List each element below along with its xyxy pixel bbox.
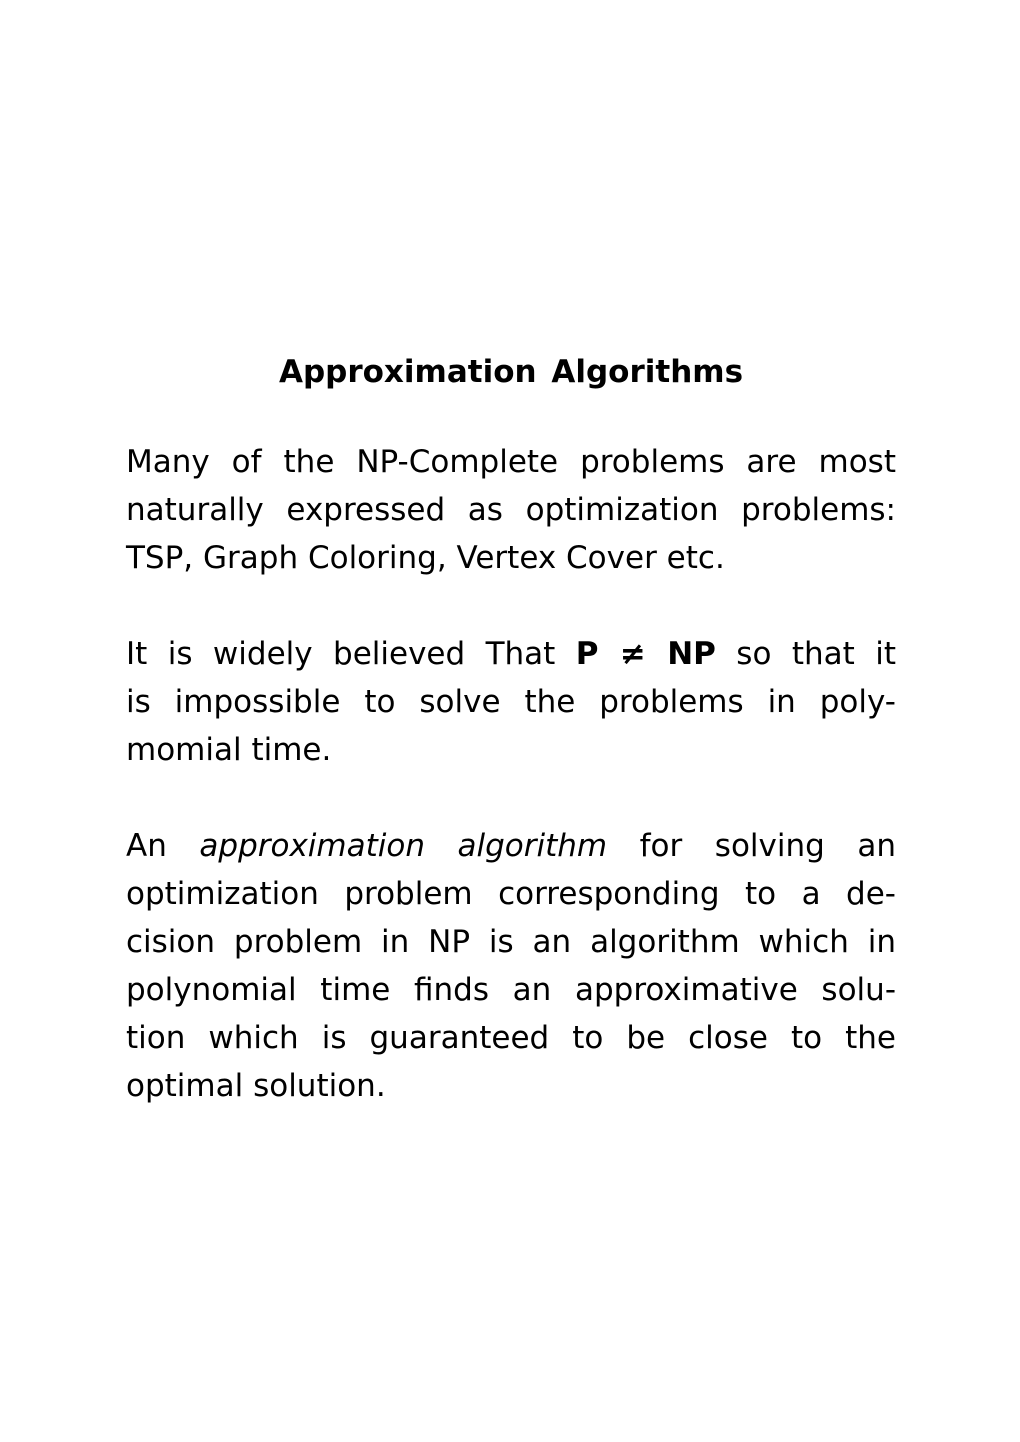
text-fragment: for solving an (607, 828, 896, 864)
text-line: naturally expressed as optimization problems: (126, 492, 896, 528)
text-line: momial time. (126, 732, 332, 768)
text-line: polynomial time finds an approximative solu- (126, 972, 896, 1008)
paragraph-p-neq-np (126, 630, 896, 774)
text-line: optimization problem corresponding to a de- (126, 876, 896, 912)
paragraph-np-complete (126, 438, 896, 582)
text-fragment: An (126, 828, 200, 864)
text-line: tion which is guaranteed to be close to the (126, 1020, 896, 1056)
text-line: Many of the NP-Complete problems are most (126, 444, 896, 480)
slide-content (126, 350, 896, 1158)
text-line: TSP, Graph Coloring, Vertex Cover etc. (126, 540, 725, 576)
emphasized-term: approximation algorithm (199, 828, 608, 864)
text-line: is impossible to solve the problems in poly- (126, 684, 896, 720)
slide-title: Approximation Algorithms (278, 354, 744, 390)
p-neq-np-formula: P ≠ NP (575, 636, 716, 672)
text-line: optimal solution. (126, 1068, 386, 1104)
text-line: cision problem in NP is an algorithm which in (126, 924, 896, 960)
text-line (126, 630, 896, 678)
text-fragment: so that it (715, 636, 897, 672)
text-fragment: It is widely believed That (126, 636, 576, 672)
text-line (126, 822, 896, 870)
paragraph-definition (126, 822, 896, 1110)
